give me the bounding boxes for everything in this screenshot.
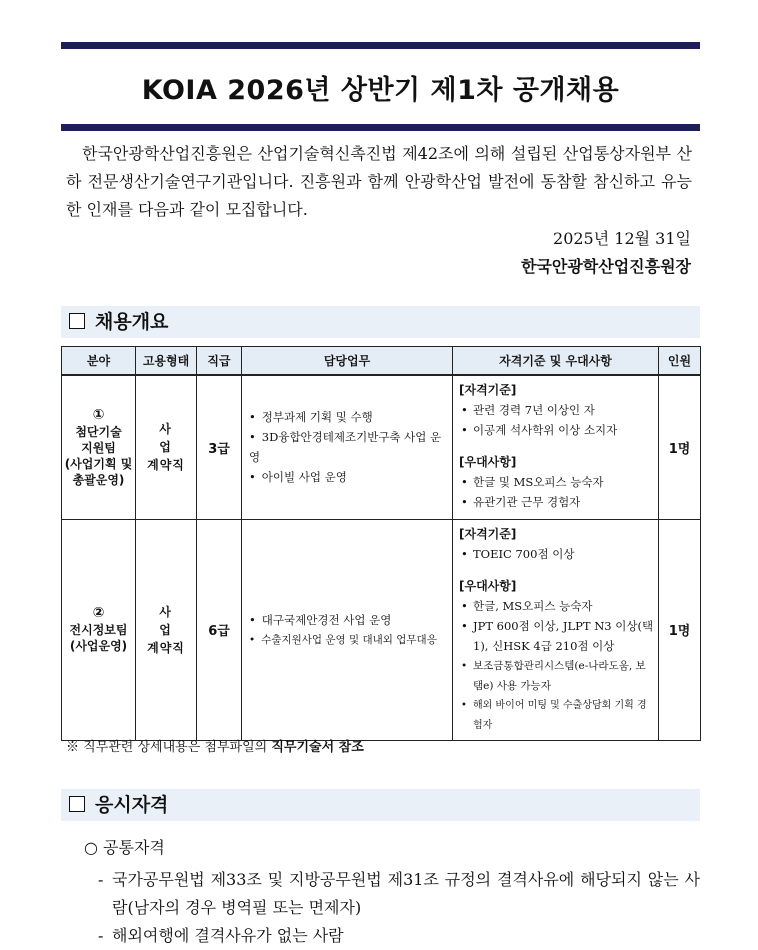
requirement-text: 국가공무원법 제33조 및 지방공무원법 제31조 규정의 결격사유에 해당되지 않는 사람(남자의 경우 병역필 또는 면제자) [112, 870, 700, 917]
footnote [66, 736, 364, 755]
section-eligibility [61, 789, 700, 821]
list-item: • 대구국제안경전 사업 운영 [249, 610, 451, 630]
employment-type-line: 계약직 [147, 458, 185, 473]
top-rule [61, 42, 700, 49]
footnote-emphasis: 직무기술서 참조 [271, 740, 364, 755]
list-item: • 관련 경력 7년 이상인 자 [459, 400, 654, 420]
requirement-text: 해외여행에 결격사유가 없는 사람 [112, 926, 344, 945]
duties-cell [242, 519, 453, 740]
qualification-heading: [자격기준] [459, 383, 517, 397]
list-item: • 아이빌 사업 운영 [249, 467, 451, 487]
announcement-date: 2025년 12월 31일 [553, 229, 691, 248]
header-employment-type: 고용형태 [136, 347, 197, 376]
field-cell [62, 519, 136, 740]
grade-cell: 6급 [197, 519, 242, 740]
list-item: • 이공계 석사학위 이상 소지자 [459, 420, 654, 440]
list-item: • 한글, MS오피스 능숙자 [459, 596, 654, 616]
table-header-row [62, 347, 701, 376]
header-qualifications: 자격기준 및 우대사항 [453, 347, 659, 376]
section-title: 채용개요 [95, 311, 169, 333]
list-item: - 해외여행에 결격사유가 없는 사람 [98, 926, 344, 945]
list-item: • 보조금통합관리시스템(e-나라도움, 보탬e) 사용 가능자 [459, 656, 654, 696]
header-grade: 직급 [197, 347, 242, 376]
preference-heading: [우대사항] [459, 578, 517, 593]
list-item: • 수출지원사업 운영 및 대내외 업무대응 [249, 630, 451, 650]
list-item: • 정부과제 기획 및 수행 [249, 407, 451, 427]
requirements [84, 834, 700, 950]
field-name-line: 전시정보팀 [69, 623, 128, 637]
list-item: • 해외 바이어 미팅 및 수출상담회 기획 경험자 [459, 696, 654, 736]
list-item: • 한글 및 MS오피스 능숙자 [459, 472, 654, 492]
employment-type-cell [136, 375, 197, 519]
checkbox-square-icon [69, 796, 85, 812]
preference-heading: [우대사항] [459, 455, 517, 469]
list-item: • 3D융합안경테제조기반구축 사업 운영 [249, 427, 451, 467]
qualifications-cell [453, 519, 659, 740]
checkbox-square-icon [69, 313, 85, 329]
employment-type-line: 계약직 [147, 640, 185, 655]
list-item: • 유관기관 근무 경험자 [459, 492, 654, 512]
row-number: ② [92, 605, 105, 621]
row-number: ① [92, 406, 105, 423]
field-name-line: 지원팀 [81, 440, 116, 455]
grade-cell: 3급 [197, 375, 242, 519]
count-cell: 1명 [659, 375, 701, 519]
field-name-line: 총괄운영) [72, 472, 125, 487]
field-name-line: (사업기획 및 [64, 456, 133, 471]
header-duties: 담당업무 [242, 347, 453, 376]
header-count: 인원 [659, 347, 701, 376]
bottom-rule [61, 124, 700, 131]
section-recruitment-overview [61, 306, 700, 338]
list-item: - 국가공무원법 제33조 및 지방공무원법 제31조 규정의 결격사유에 해당되지 않는 사람(남자의 경우 병역필 또는 면제자) [98, 870, 700, 917]
signer: 한국안광학산업진흥원장 [520, 257, 691, 276]
intro-text: 한국안광학산업진흥원은 산업기술혁신촉진법 제42조에 의해 설립된 산업통상자원부 산하 전문생산기술연구기관입니다. 진흥원과 함께 안광학산업 발전에 동참할 참신하고 유능한 인재를 다음과 같이 모집합니다. [66, 144, 692, 219]
section-title: 응시자격 [95, 794, 169, 816]
field-name-line: 첨단기술 [75, 424, 122, 439]
page-title: KOIA 2026년 상반기 제1차 공개채용 [141, 75, 620, 106]
header-field: 분야 [62, 347, 136, 376]
employment-type-line: 사업 [159, 422, 185, 455]
field-cell [62, 375, 136, 519]
table-row [62, 519, 701, 740]
qualification-heading: [자격기준] [459, 526, 517, 541]
requirements-heading: ○ 공통자격 [84, 838, 165, 857]
list-item: • TOEIC 700점 이상 [459, 544, 654, 564]
field-name-line: (사업운영) [69, 639, 128, 653]
count-cell: 1명 [659, 519, 701, 740]
list-item: • JPT 600점 이상, JLPT N3 이상(택1), 신HSK 4급 210점 이상 [459, 616, 654, 656]
recruitment-table [61, 346, 701, 741]
qualifications-cell [453, 375, 659, 519]
intro-paragraph [66, 140, 692, 224]
duties-cell [242, 375, 453, 519]
table-row [62, 375, 701, 519]
footnote-text: ※ 직무관련 상세내용은 첨부파일의 [66, 740, 272, 755]
employment-type-line: 사업 [159, 604, 185, 637]
employment-type-cell [136, 519, 197, 740]
